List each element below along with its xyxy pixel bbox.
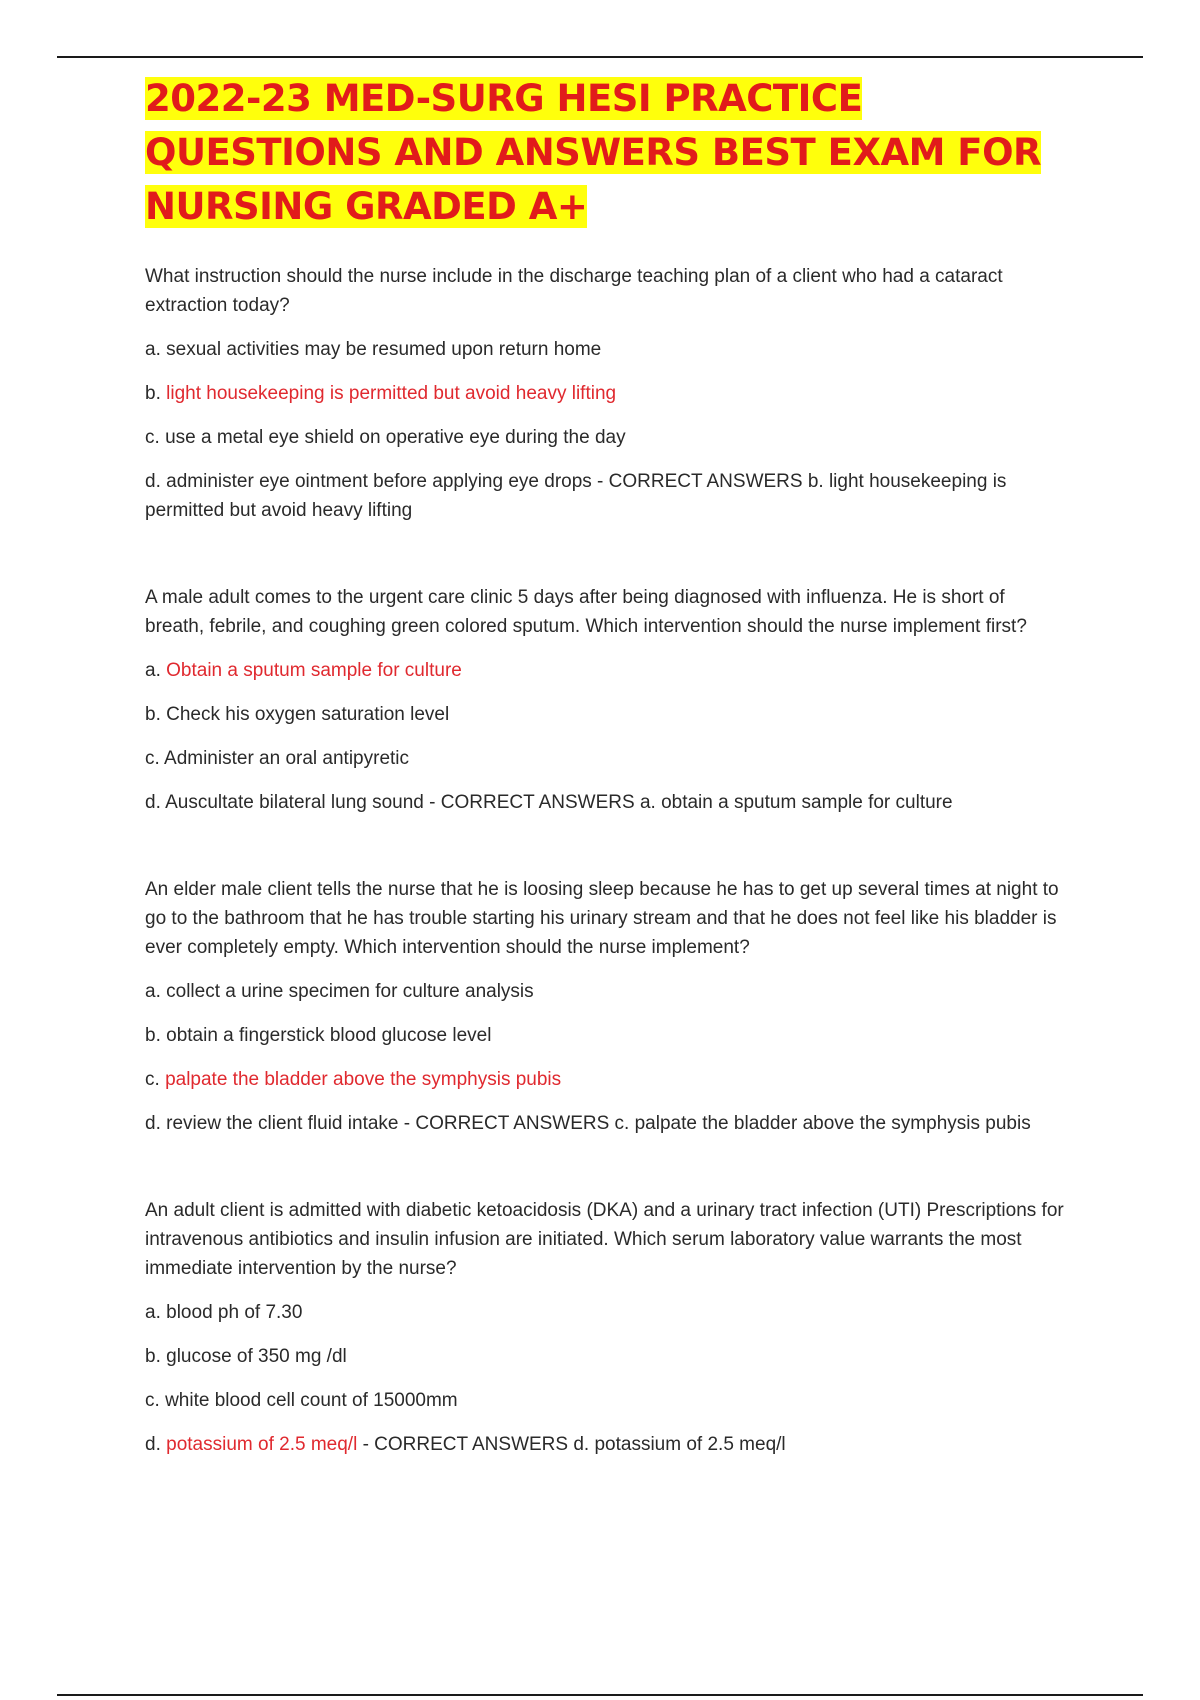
answer-option-correct-with-key: d. potassium of 2.5 meq/l - CORRECT ANSWERS d. potassium of 2.5 meq/l (145, 1434, 786, 1455)
answer-option: b. obtain a fingerstick blood glucose level (145, 1025, 492, 1046)
answer-option-with-key: d. Auscultate bilateral lung sound - CORRECT ANSWERS a. obtain a sputum sample for culture (145, 792, 953, 813)
answer-option: b. Check his oxygen saturation level (145, 704, 450, 725)
answer-option: c. Administer an oral antipyretic (145, 748, 410, 769)
document-body (145, 72, 1065, 1517)
answer-option: a. collect a urine specimen for culture analysis (145, 981, 534, 1002)
question-block (145, 262, 1065, 525)
answer-option: c. use a metal eye shield on operative eye during the day (145, 427, 626, 448)
top-rule (57, 56, 1143, 58)
question-block (145, 875, 1065, 1138)
answer-option-with-key: d. review the client fluid intake - CORRECT ANSWERS c. palpate the bladder above the symphysis pubis (145, 1113, 1031, 1134)
correct-answer-key: - CORRECT ANSWERS d. potassium of 2.5 meq/l (357, 1434, 786, 1455)
correct-answer-key: - CORRECT ANSWERS c. palpate the bladder above the symphysis pubis (398, 1113, 1031, 1134)
answer-option-correct: c. palpate the bladder above the symphysis pubis (145, 1069, 562, 1090)
question-block (145, 1196, 1065, 1459)
answer-option: a. sexual activities may be resumed upon return home (145, 339, 602, 360)
answer-option: b. glucose of 350 mg /dl (145, 1346, 347, 1367)
document-title (145, 72, 1065, 234)
question-stem: What instruction should the nurse include in the discharge teaching plan of a client who had a cataract extraction today? (145, 266, 1003, 316)
correct-answer-key: - CORRECT ANSWERS b. light housekeeping is permitted but avoid heavy lifting (145, 471, 1007, 521)
answer-option-correct: b. light housekeeping is permitted but avoid heavy lifting (145, 383, 617, 404)
question-stem: An adult client is admitted with diabetic ketoacidosis (DKA) and a urinary tract infection (UTI) Prescriptions for intravenous antibiotics and insulin infusion are initiated. Which serum laboratory value warrants the most immediate intervention by the nurse? (145, 1200, 1064, 1279)
question-stem: An elder male client tells the nurse that he is loosing sleep because he has to get up several times at night to go to the bathroom that he has trouble starting his urinary stream and that he does not feel like his bladder is ever completely empty. Which intervention should the nurse implement? (145, 879, 1059, 958)
question-block (145, 583, 1065, 817)
bottom-rule (57, 1694, 1143, 1696)
question-stem: A male adult comes to the urgent care clinic 5 days after being diagnosed with influenza. He is short of breath, febrile, and coughing green colored sputum. Which intervention should the nurse implement first? (145, 587, 1027, 637)
answer-option: c. white blood cell count of 15000mm (145, 1390, 458, 1411)
title-highlight: 2022-23 MED-SURG HESI PRACTICE QUESTIONS AND ANSWERS BEST EXAM FOR NURSING GRADED A+ (145, 77, 1042, 228)
correct-answer-key: - CORRECT ANSWERS a. obtain a sputum sample for culture (423, 792, 953, 813)
answer-option: a. blood ph of 7.30 (145, 1302, 303, 1323)
answer-option-with-key: d. administer eye ointment before applying eye drops - CORRECT ANSWERS b. light housekeeping is permitted but avoid heavy lifting (145, 471, 1007, 521)
answer-option-correct: a. Obtain a sputum sample for culture (145, 660, 462, 681)
